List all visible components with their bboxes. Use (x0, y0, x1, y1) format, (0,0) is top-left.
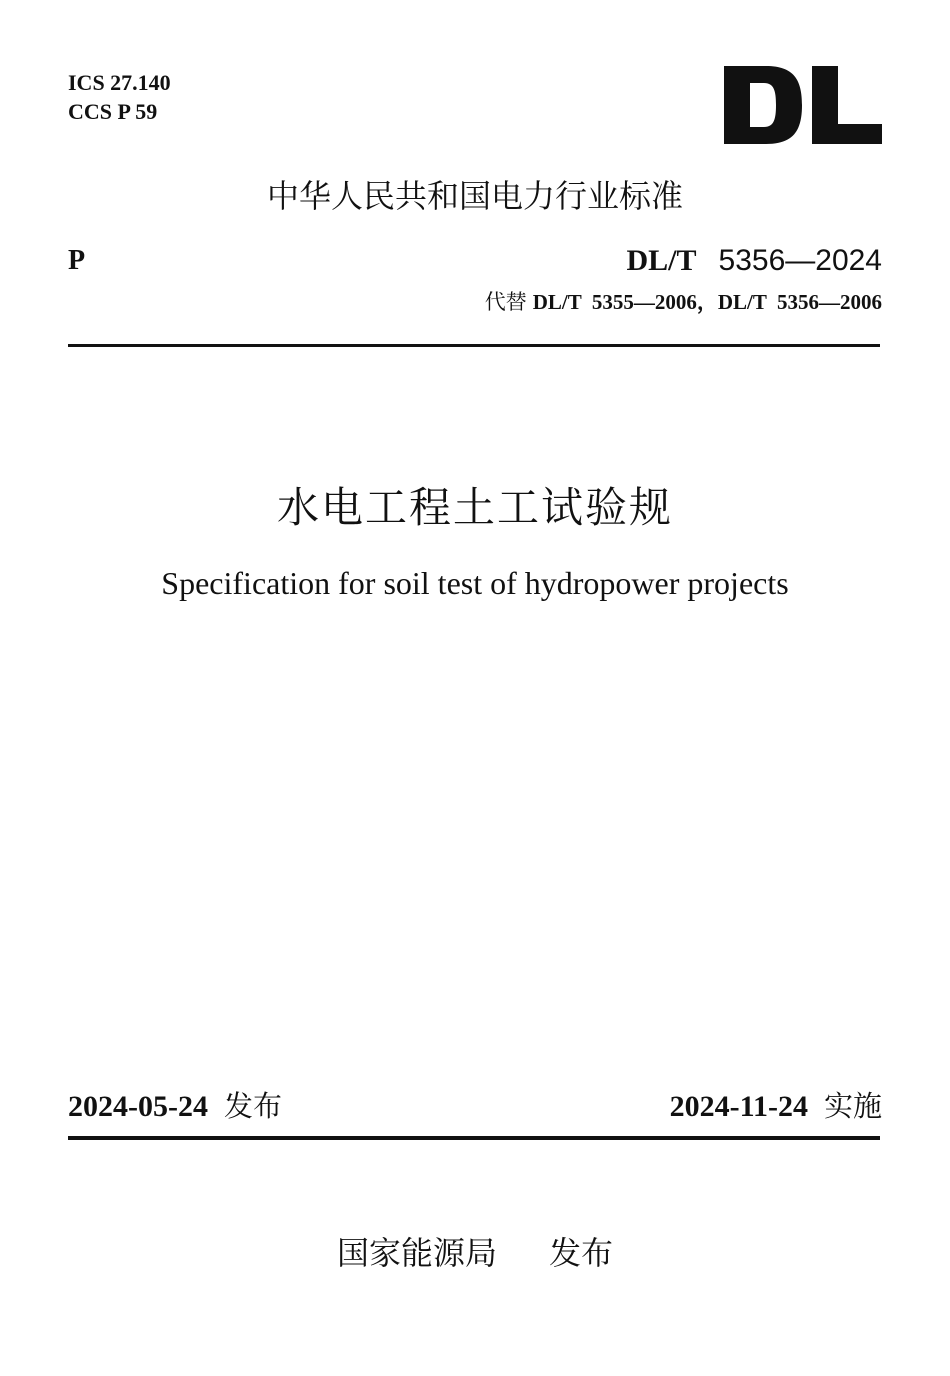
standard-number (626, 241, 882, 281)
top-divider (68, 344, 880, 347)
replaces-line (485, 287, 882, 317)
implementation-date: 2024-11-24 (669, 1090, 808, 1123)
replaces-codes: DL/T 5355—2006，DL/T 5356—2006 (532, 290, 882, 314)
issue-date: 2024-05-24 (68, 1090, 208, 1123)
document-title: 水电工程土工试验规 (276, 483, 673, 532)
implementation-date-line (670, 1085, 882, 1128)
bottom-divider (68, 1136, 880, 1140)
publisher-action: 发布 (549, 1234, 614, 1272)
ics-code: ICS 27.140 (68, 70, 171, 95)
issue-date-line (68, 1085, 282, 1128)
category-letter: P (68, 245, 86, 276)
document-subtitle-en: Specification for soil test of hydropower projects (161, 565, 789, 601)
ccs-code: CCS P 59 (68, 99, 158, 124)
issue-label: 发布 (223, 1089, 282, 1123)
standard-category-title: 中华人民共和国电力行业标准 (266, 177, 683, 215)
standard-number-prefix: DL/T (626, 244, 697, 277)
dl-logo (724, 66, 882, 144)
standard-number-value: 5356—2024 (718, 244, 882, 277)
implementation-label: 实施 (823, 1089, 882, 1123)
publisher-line (0, 1230, 950, 1276)
replaces-label: 代替 (484, 290, 527, 314)
publisher-name: 国家能源局 (336, 1234, 497, 1272)
